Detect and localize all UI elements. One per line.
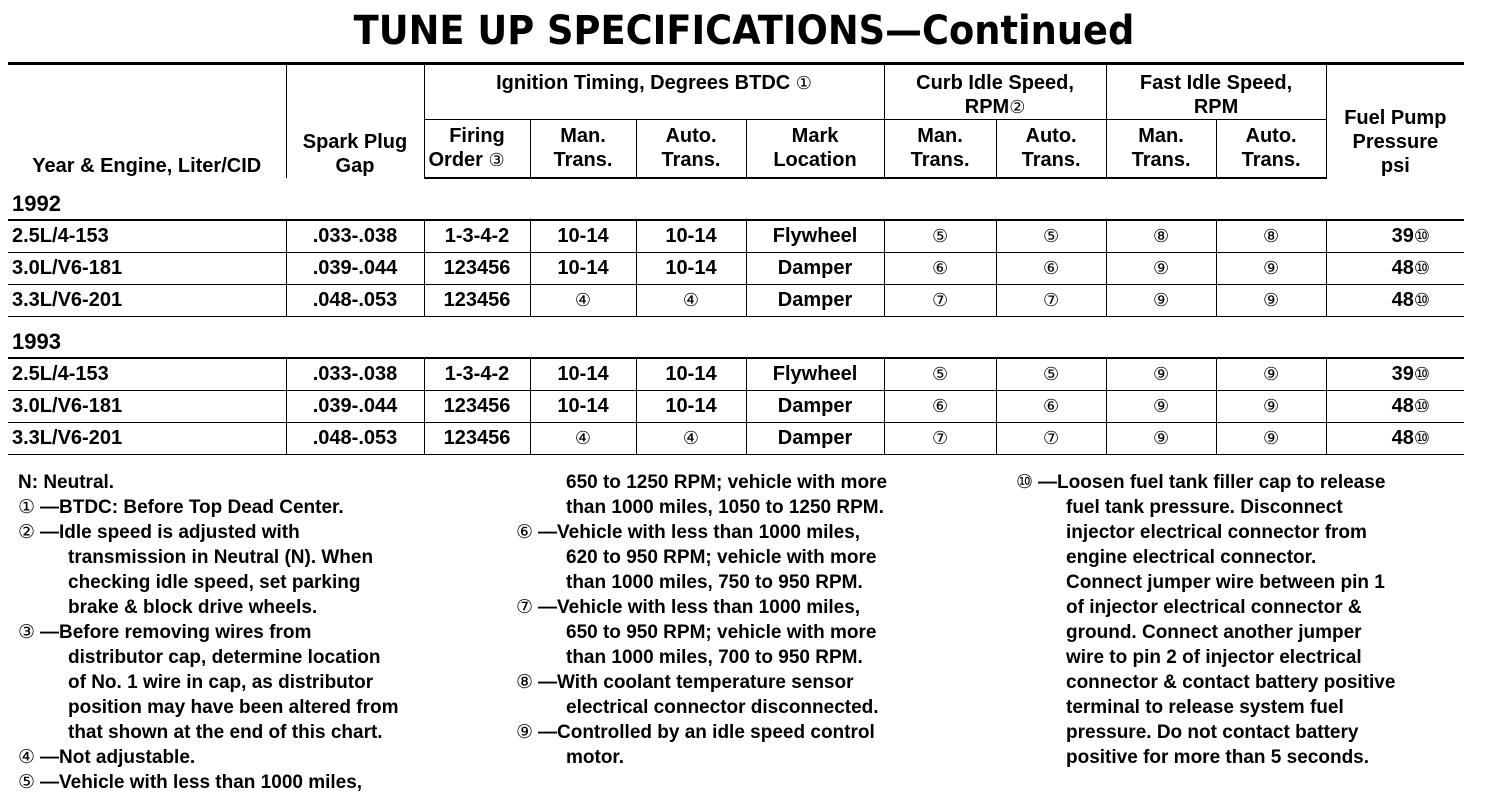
footnote-line: ⑤ —Vehicle with less than 1000 miles, [18, 772, 363, 793]
footnote-line: transmission in Neutral (N). When [68, 547, 374, 568]
fast-idle-auto-cell [1216, 358, 1326, 391]
header-ignition-timing: Ignition Timing, Degrees BTDC ① [424, 64, 884, 120]
footnote-ref-icon: ⑨ [1152, 257, 1170, 278]
spec-table-body [8, 178, 1464, 455]
footnote-line: brake & block drive wheels. [68, 597, 318, 618]
curb-idle-auto-cell [996, 358, 1106, 391]
footnote-line: ④ —Not adjustable. [18, 747, 196, 768]
ignition-man-trans-cell: 10-14 [530, 390, 636, 422]
fast-idle-auto-cell [1216, 252, 1326, 284]
tune-up-spec-table [8, 62, 1464, 455]
page-title: TUNE UP SPECIFICATIONS—Continued [353, 8, 1135, 54]
ignition-auto-trans-cell: 10-14 [636, 220, 746, 253]
footnote-ref-icon: ⑦ [931, 427, 949, 448]
header-curb-auto-trans: Auto. Trans. [996, 120, 1106, 178]
footnote-line: of injector electrical connector & [1066, 597, 1362, 618]
table-row [8, 252, 1464, 284]
year-label: 1992 [8, 178, 1464, 220]
table-row [8, 358, 1464, 391]
header-curb-idle-speed: Curb Idle Speed, RPM② [884, 64, 1106, 120]
footnote-ref-icon: ⑩ [1413, 427, 1431, 448]
spark-plug-gap-cell: .033-.038 [286, 358, 424, 391]
footnote-number-icon: ① [18, 497, 36, 518]
footnote-line: than 1000 miles, 700 to 950 RPM. [566, 647, 863, 668]
header-year-engine: Year & Engine, Liter/CID [8, 64, 286, 178]
fuel-pump-pressure-cell: 48⑩ [1326, 252, 1464, 284]
engine-cell: 3.0L/V6-181 [8, 252, 286, 284]
fast-idle-man-cell [1106, 390, 1216, 422]
fast-idle-man-cell [1106, 252, 1216, 284]
footnote-line: ⑩ —Loosen fuel tank filler cap to release [1016, 472, 1386, 493]
footnote-line: ① —BTDC: Before Top Dead Center. [18, 497, 344, 518]
ignition-auto-trans-cell: 10-14 [636, 252, 746, 284]
mark-location-cell: Damper [746, 422, 884, 454]
curb-idle-man-cell [884, 422, 996, 454]
firing-order-cell: 1-3-4-2 [424, 358, 530, 391]
footnote-ref-icon: ④ [682, 427, 700, 448]
curb-idle-man-cell [884, 390, 996, 422]
table-row [8, 390, 1464, 422]
footnote-line: connector & contact battery positive [1066, 672, 1396, 693]
ignition-auto-trans-cell [636, 422, 746, 454]
curb-idle-auto-cell [996, 252, 1106, 284]
mark-location-cell: Flywheel [746, 220, 884, 253]
footnote-ref-icon: ⑥ [931, 257, 949, 278]
footnotes-column-2 [516, 470, 887, 770]
footnote-line: motor. [566, 747, 625, 768]
engine-cell: 2.5L/4-153 [8, 220, 286, 253]
footnote-number-icon: ⑨ [516, 722, 534, 743]
footnote-ref-icon: ⑨ [1262, 289, 1280, 310]
spark-plug-gap-cell: .048-.053 [286, 284, 424, 316]
footnote-ref-icon: ⑩ [1413, 225, 1431, 246]
ignition-auto-trans-cell: 10-14 [636, 358, 746, 391]
firing-order-cell: 123456 [424, 252, 530, 284]
footnote-ref-icon: ⑤ [931, 225, 949, 246]
curb-idle-man-cell [884, 358, 996, 391]
footnote-ref-icon: ⑦ [1042, 289, 1060, 310]
footnote-ref-icon: ⑨ [1262, 395, 1280, 416]
header-mark-location: Mark Location [746, 120, 884, 178]
fast-idle-auto-cell [1216, 220, 1326, 253]
mark-location-cell: Damper [746, 284, 884, 316]
footnote-number-icon: ⑦ [516, 597, 534, 618]
engine-cell: 3.3L/V6-201 [8, 422, 286, 454]
fuel-pump-pressure-cell: 48⑩ [1326, 422, 1464, 454]
footnote-line: of No. 1 wire in cap, as distributor [68, 672, 374, 693]
curb-idle-man-cell [884, 252, 996, 284]
table-row [8, 284, 1464, 316]
curb-idle-auto-cell [996, 422, 1106, 454]
fast-idle-man-cell [1106, 220, 1216, 253]
footnote-ref-icon: ⑨ [1152, 427, 1170, 448]
header-fast-man-trans: Man. Trans. [1106, 120, 1216, 178]
ignition-man-trans-cell [530, 284, 636, 316]
footnote-ref-icon: ④ [574, 289, 592, 310]
footnote-line: engine electrical connector. [1066, 547, 1317, 568]
footnotes-column-1 [18, 470, 398, 795]
footnote-ref-icon: ⑤ [931, 363, 949, 384]
header-spark-plug-gap: Spark Plug Gap [286, 64, 424, 178]
ignition-auto-trans-cell [636, 284, 746, 316]
footnote-line: ③ —Before removing wires from [18, 622, 312, 643]
fuel-pump-pressure-cell: 39⑩ [1326, 220, 1464, 253]
footnote-line: ⑦ —Vehicle with less than 1000 miles, [516, 597, 861, 618]
footnote-ref-icon: ④ [682, 289, 700, 310]
fast-idle-man-cell [1106, 422, 1216, 454]
footnote-ref-icon: ⑤ [1042, 225, 1060, 246]
engine-cell: 3.3L/V6-201 [8, 284, 286, 316]
footnote-line: than 1000 miles, 750 to 950 RPM. [566, 572, 863, 593]
footnote-ref-icon: ⑦ [1042, 427, 1060, 448]
curb-idle-auto-cell [996, 390, 1106, 422]
footnote-ref-icon: ⑨ [1152, 289, 1170, 310]
footnote-ref-icon: ⑨ [1262, 427, 1280, 448]
year-label: 1993 [8, 316, 1464, 358]
header-ign-auto-trans: Auto. Trans. [636, 120, 746, 178]
footnote-line: N: Neutral. [18, 472, 115, 493]
footnote-ref-icon: ⑨ [1262, 363, 1280, 384]
curb-idle-auto-cell [996, 220, 1106, 253]
footnote-line: injector electrical connector from [1066, 522, 1367, 543]
header-curb-man-trans: Man. Trans. [884, 120, 996, 178]
footnote-ref-icon: ⑨ [1152, 363, 1170, 384]
footnote-line: ② —Idle speed is adjusted with [18, 522, 300, 543]
footnote-ref-icon: ⑧ [1262, 225, 1280, 246]
firing-order-cell: 123456 [424, 390, 530, 422]
footnote-number-icon: ⑤ [18, 772, 36, 793]
fast-idle-man-cell [1106, 284, 1216, 316]
firing-order-cell: 1-3-4-2 [424, 220, 530, 253]
footnote-line: ⑨ —Controlled by an idle speed control [516, 722, 875, 743]
fast-idle-auto-cell [1216, 284, 1326, 316]
footnote-line: wire to pin 2 of injector electrical [1066, 647, 1362, 668]
header-fast-idle-speed: Fast Idle Speed, RPM [1106, 64, 1326, 120]
footnote-ref-icon: ⑨ [1152, 395, 1170, 416]
footnote-line: electrical connector disconnected. [566, 697, 879, 718]
ignition-man-trans-cell: 10-14 [530, 252, 636, 284]
footnote-ref-icon: ⑩ [1413, 363, 1431, 384]
footnote-number-icon: ③ [18, 622, 36, 643]
firing-order-cell: 123456 [424, 284, 530, 316]
curb-idle-man-cell [884, 284, 996, 316]
year-row [8, 316, 1464, 358]
footnote-line: 620 to 950 RPM; vehicle with more [566, 547, 877, 568]
footnote-ref-icon: ⑩ [1413, 257, 1431, 278]
mark-location-cell: Damper [746, 390, 884, 422]
header-fast-auto-trans: Auto. Trans. [1216, 120, 1326, 178]
footnote-ref-icon: ⑧ [1152, 225, 1170, 246]
footnote-ref-icon: ⑦ [931, 289, 949, 310]
ignition-man-trans-cell: 10-14 [530, 220, 636, 253]
header-firing-order: Firing Order ③ [424, 120, 530, 178]
table-row [8, 422, 1464, 454]
footnote-number-icon: ⑩ [1016, 472, 1034, 493]
fast-idle-auto-cell [1216, 390, 1326, 422]
fuel-pump-pressure-cell: 48⑩ [1326, 284, 1464, 316]
spark-plug-gap-cell: .048-.053 [286, 422, 424, 454]
footnote-line: 650 to 950 RPM; vehicle with more [566, 622, 877, 643]
ignition-man-trans-cell: 10-14 [530, 358, 636, 391]
footnote-line: ⑥ —Vehicle with less than 1000 miles, [516, 522, 861, 543]
footnote-line: than 1000 miles, 1050 to 1250 RPM. [566, 497, 884, 518]
ignition-auto-trans-cell: 10-14 [636, 390, 746, 422]
fuel-pump-pressure-cell: 48⑩ [1326, 390, 1464, 422]
mark-location-cell: Flywheel [746, 358, 884, 391]
curb-idle-auto-cell [996, 284, 1106, 316]
footnote-number-icon: ⑧ [516, 672, 534, 693]
footnote-line: 650 to 1250 RPM; vehicle with more [566, 472, 888, 493]
footnote-number-icon: ④ [18, 747, 36, 768]
footnote-number-icon: ② [18, 522, 36, 543]
engine-cell: 2.5L/4-153 [8, 358, 286, 391]
footnote-ref-icon: ⑥ [1042, 257, 1060, 278]
engine-cell: 3.0L/V6-181 [8, 390, 286, 422]
fast-idle-auto-cell [1216, 422, 1326, 454]
footnote-line: Connect jumper wire between pin 1 [1066, 572, 1385, 593]
footnote-ref-icon: ⑨ [1262, 257, 1280, 278]
table-row [8, 220, 1464, 253]
footnote-ref-icon: ⑥ [931, 395, 949, 416]
curb-idle-man-cell [884, 220, 996, 253]
footnote-line: ⑧ —With coolant temperature sensor [516, 672, 854, 693]
fast-idle-man-cell [1106, 358, 1216, 391]
footnote-ref-icon: ⑩ [1413, 289, 1431, 310]
footnote-line: terminal to release system fuel [1066, 697, 1344, 718]
footnote-line: fuel tank pressure. Disconnect [1066, 497, 1343, 518]
header-fuel-pump-pressure: Fuel Pump Pressure psi [1326, 64, 1464, 178]
footnote-ref-icon: ④ [574, 427, 592, 448]
mark-location-cell: Damper [746, 252, 884, 284]
footnote-number-icon: ⑥ [516, 522, 534, 543]
year-row [8, 178, 1464, 220]
footnotes-column-3 [1016, 470, 1395, 770]
footnote-line: positive for more than 5 seconds. [1066, 747, 1370, 768]
spark-plug-gap-cell: .039-.044 [286, 252, 424, 284]
spark-plug-gap-cell: .033-.038 [286, 220, 424, 253]
footnote-ref-icon: ⑤ [1042, 363, 1060, 384]
footnote-line: distributor cap, determine location [68, 647, 381, 668]
ignition-man-trans-cell [530, 422, 636, 454]
spark-plug-gap-cell: .039-.044 [286, 390, 424, 422]
footnote-line: ground. Connect another jumper [1066, 622, 1362, 643]
fuel-pump-pressure-cell: 39⑩ [1326, 358, 1464, 391]
footnote-line: checking idle speed, set parking [68, 572, 361, 593]
firing-order-cell: 123456 [424, 422, 530, 454]
footnote-line: that shown at the end of this chart. [68, 722, 383, 743]
footnote-ref-icon: ⑩ [1413, 395, 1431, 416]
footnote-line: position may have been altered from [68, 697, 399, 718]
header-ign-man-trans: Man. Trans. [530, 120, 636, 178]
footnote-line: pressure. Do not contact battery [1066, 722, 1359, 743]
footnote-ref-icon: ⑥ [1042, 395, 1060, 416]
